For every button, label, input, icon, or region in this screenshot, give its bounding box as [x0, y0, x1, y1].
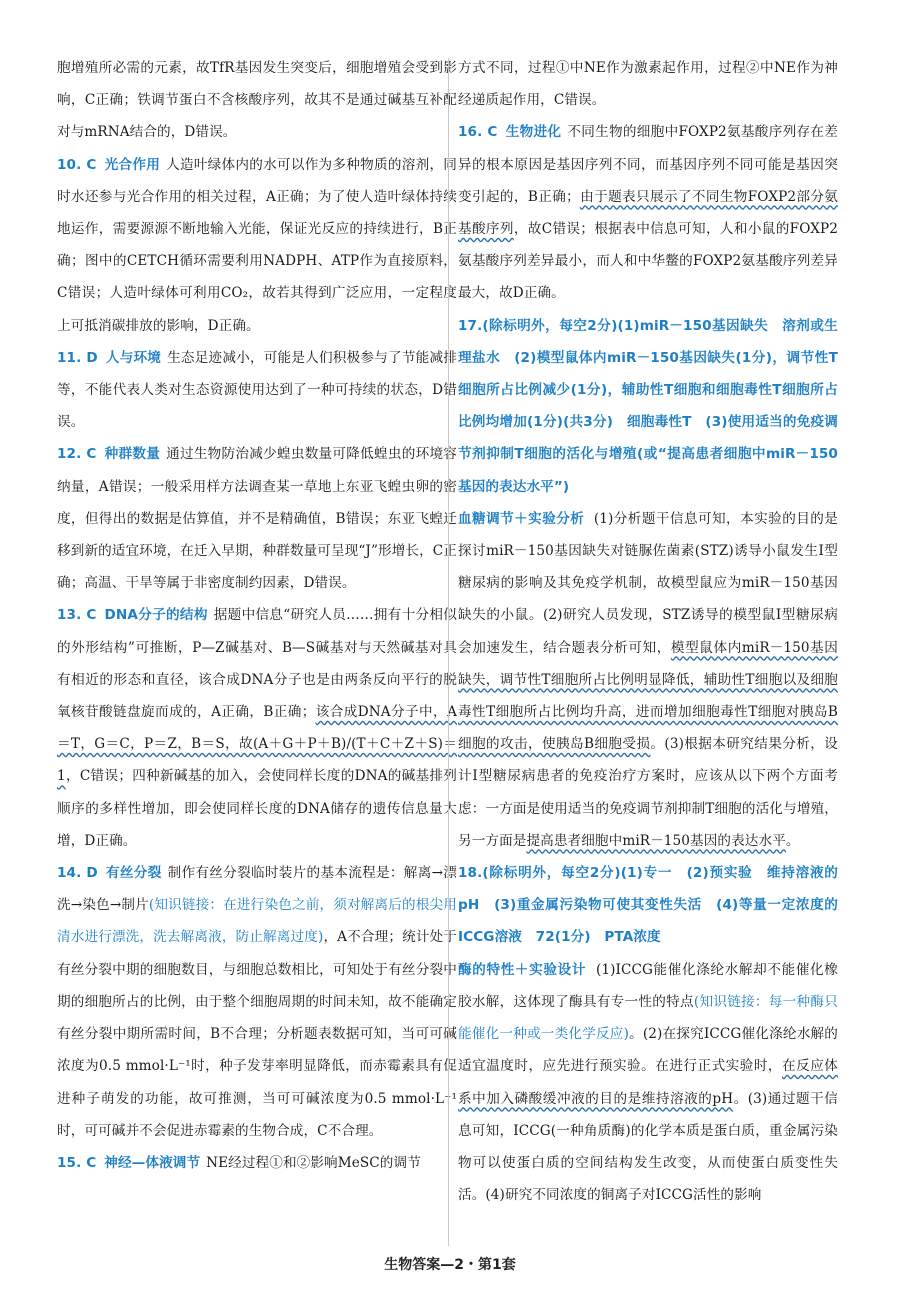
question-number: 18. [458, 865, 483, 882]
topic-tag: 酶的特性＋实验设计 [458, 961, 587, 978]
question-number: 14. D [57, 865, 98, 882]
topic-tag: 种群数量 [104, 446, 161, 463]
explanation-text: 据题中信息“研究人员……拥有十分相似的外形结构”可推断，P—Z碱基对、B—S碱基对与天然碱基对具有相近的形态和直径，该合成DNA分子也是由两条反向平行的脱氧核苷酸链盘旋而成的，A正确，B正确； [57, 607, 458, 721]
page-footer: 生物答案—2・第1套 [384, 1257, 516, 1273]
answer-16 [458, 116, 838, 309]
question-number: 10. C [57, 156, 97, 173]
topic-tag: DNA分子的结构 [104, 607, 208, 624]
topic-tag: 人与环境 [105, 349, 162, 366]
answer-key: (除标明外，每空2分)(1)专一 (2)预实验 维持溶液的pH (3)重金属污染物可使其变性失活 (4)等量一定浓度的ICCG溶液 72(1分) PTA浓度 [458, 865, 838, 946]
topic-tag: 有丝分裂 [105, 865, 162, 882]
right-column [458, 52, 838, 1211]
question-number: 16. C [458, 124, 498, 141]
key-point-underlined: 该合成DNA分子中，A＝T，G＝C，P＝Z，B＝S，故(A＋G＋P＋B)/(T＋C＋Z＋S)＝1 [57, 704, 457, 785]
answer-17-analysis [458, 503, 838, 857]
explanation-text: 制作有丝分裂临时装片的基本流程是：解离→漂洗→染色→制片 [57, 865, 457, 914]
answer-18-analysis [458, 954, 838, 1212]
continuation-paragraph: 胞增殖所必需的元素，故TfR基因发生突变后，细胞增殖会受到影响，C正确；铁调节蛋白不含核酸序列，故其不是通过碱基互补配对与mRNA结合的，D错误。 [57, 60, 457, 141]
explanation-text: ，C错误；四种新碱基的加入，会使同样长度的DNA的碱基排列顺序的多样性增加，即会使同样长度的DNA储存的遗传信息量大增，D正确。 [57, 768, 457, 849]
explanation-text: 。(3)通过题干信息可知，ICCG(一种角质酶)的化学本质是蛋白质，重金属污染物可以使蛋白质的空间结构发生改变，从而使蛋白质变性失活。(4)研究不同浓度的铜离子对ICCG活性的影响 [458, 1090, 838, 1204]
explanation-text: 生态足迹减小，可能是人们积极参与了节能减排等，不能代表人类对生态资源使用达到了一种可持续的状态，D错误。 [57, 349, 457, 431]
column-divider [448, 58, 449, 1246]
answer-11 [57, 342, 457, 439]
answer-13 [57, 599, 457, 857]
answer-12 [57, 438, 457, 599]
explanation-text: NE经过程①和②影响MeSC的调节 [206, 1154, 421, 1171]
answer-17-key [458, 310, 838, 503]
key-point-underlined: 由于题表只展示了不同生物FOXP2部分氨基酸序列 [458, 188, 839, 238]
question-number: 12. C [57, 446, 97, 463]
explanation-text: 。(2)在探究ICCG催化涤纶水解的适宜温度时，应先进行预实验。在进行正式实验时， [458, 1026, 838, 1075]
left-column [57, 52, 457, 1179]
key-point-underlined: 提高患者细胞中miR－150基因的表达水平 [526, 832, 786, 849]
question-number: 13. C [57, 607, 97, 624]
explanation-text: 不同生物的细胞中FOXP2氨基酸序列存在差异的根本原因是基因序列不同，而基因序列不同可能是基因突变引起的，B正确； [458, 124, 838, 205]
answer-key: (除标明外，每空2分)(1)miR－150基因缺失 溶剂或生理盐水 (2)模型鼠体内miR－150基因缺失(1分)，调节性T细胞所占比例减少(1分)，辅助性T细胞和细胞毒性T细胞所占比例均增加(1分)(共3分) 细胞毒性T (3)使用适当的免疫调节剂抑制T细胞的活化与增殖(或“提高患者细胞中miR－150基因的表达水平”) [458, 317, 838, 495]
answer-14 [57, 857, 457, 1147]
key-point-underlined: 在反应体系中加入磷酸缓冲液的目的是维持溶液的pH [458, 1058, 838, 1107]
explanation-text: 。 [785, 832, 800, 849]
topic-tag: 生物进化 [505, 124, 562, 141]
topic-tag: 光合作用 [104, 156, 161, 173]
explanation-text: 通过生物防治减少蝗虫数量可降低蝗虫的环境容纳量，A错误；一般采用样方法调查某一草地上东亚飞蝗虫卵的密度，但得出的数据是估算值，并不是精确值，B错误；东亚飞蝗迁移到新的适宜环境，在迁入早期，种群数量可呈现“J”形增长，C正确；高温、干旱等属于非密度制约因素，D错误。 [57, 446, 458, 592]
explanation-text: ，A不合理；统计处于有丝分裂中期的细胞数目，与细胞总数相比，可知处于有丝分裂中期的细胞所占的比例，由于整个细胞周期的时间未知，故不能确定有丝分裂中期所需时间，B不合理；分析题表数据可知，当可可碱浓度为0.5 mmol·L⁻¹时，种子发芽率明显降低，而赤霉素具有促进种子萌发的功能，故可推测，当可可碱浓度为0.5 mmol·L⁻¹时，可可碱并不会促进赤霉素的生物合成，C不合理。 [57, 929, 457, 1139]
question-number: 17. [458, 317, 483, 334]
question-number: 11. D [57, 349, 98, 366]
answer-15 [57, 1147, 457, 1179]
explanation-text: (1)ICCG能催化涤纶水解却不能催化橡胶水解，这体现了酶具有专一性的特点 [458, 961, 838, 1010]
key-point-underlined: 模型鼠体内miR－150基因缺失，调节性T细胞所占比例明显降低，辅助性T细胞以及细胞毒性T细胞所占比例均升高，进而增加细胞毒性T细胞对胰岛B细胞的攻击，使胰岛B细胞受损 [458, 639, 838, 753]
knowledge-link: (知识链接：在进行染色之前，须对解离后的根尖用清水进行漂洗，洗去解离液，防止解离过度) [57, 897, 457, 946]
answer-18-key [458, 857, 838, 954]
explanation-text: ，故C错误；根据表中信息可知，人和小鼠的FOXP2氨基酸序列差异最小，而人和中华鳖的FOXP2氨基酸序列差异最大，故D正确。 [458, 221, 838, 302]
answer-10 [57, 149, 457, 342]
question-number: 15. C [57, 1154, 97, 1171]
topic-tag: 血糖调节＋实验分析 [458, 510, 585, 527]
topic-tag: 神经—体液调节 [104, 1154, 201, 1171]
continuation-paragraph: 方式不同，过程①中NE作为激素起作用，过程②中NE作为神经递质起作用，C错误。 [458, 60, 838, 109]
explanation-text: (1)分析题干信息可知，本实验的目的是探讨miR－150基因缺失对链脲佐菌素(STZ)诱导小鼠发生Ⅰ型糖尿病的影响及其免疫学机制，故模型鼠应为miR－150基因缺失的小鼠。(2)研究人员发现，STZ诱导的模型鼠Ⅰ型糖尿病会加速发生，结合题表分析可知， [458, 510, 838, 656]
explanation-text: 。(3)根据本研究结果分析，设计Ⅰ型糖尿病患者的免疫治疗方案时，应该从以下两个方面考虑：一方面是使用适当的免疫调节剂抑制T细胞的活化与增殖，另一方面是 [458, 736, 838, 849]
explanation-text: 人造叶绿体内的水可以作为多种物质的溶剂，同时水还参与光合作用的相关过程，A正确；为了使人造叶绿体持续地运作，需要源源不断地输入光能，保证光反应的持续进行，B正确；图中的CETCH循环需要利用NADPH、ATP作为直接原料，C错误；人造叶绿体可利用CO₂，故若其得到广泛应用，一定程度上可抵消碳排放的影响，D正确。 [57, 156, 458, 334]
knowledge-link: (知识链接：每一种酶只能催化一种或一类化学反应) [458, 993, 838, 1043]
